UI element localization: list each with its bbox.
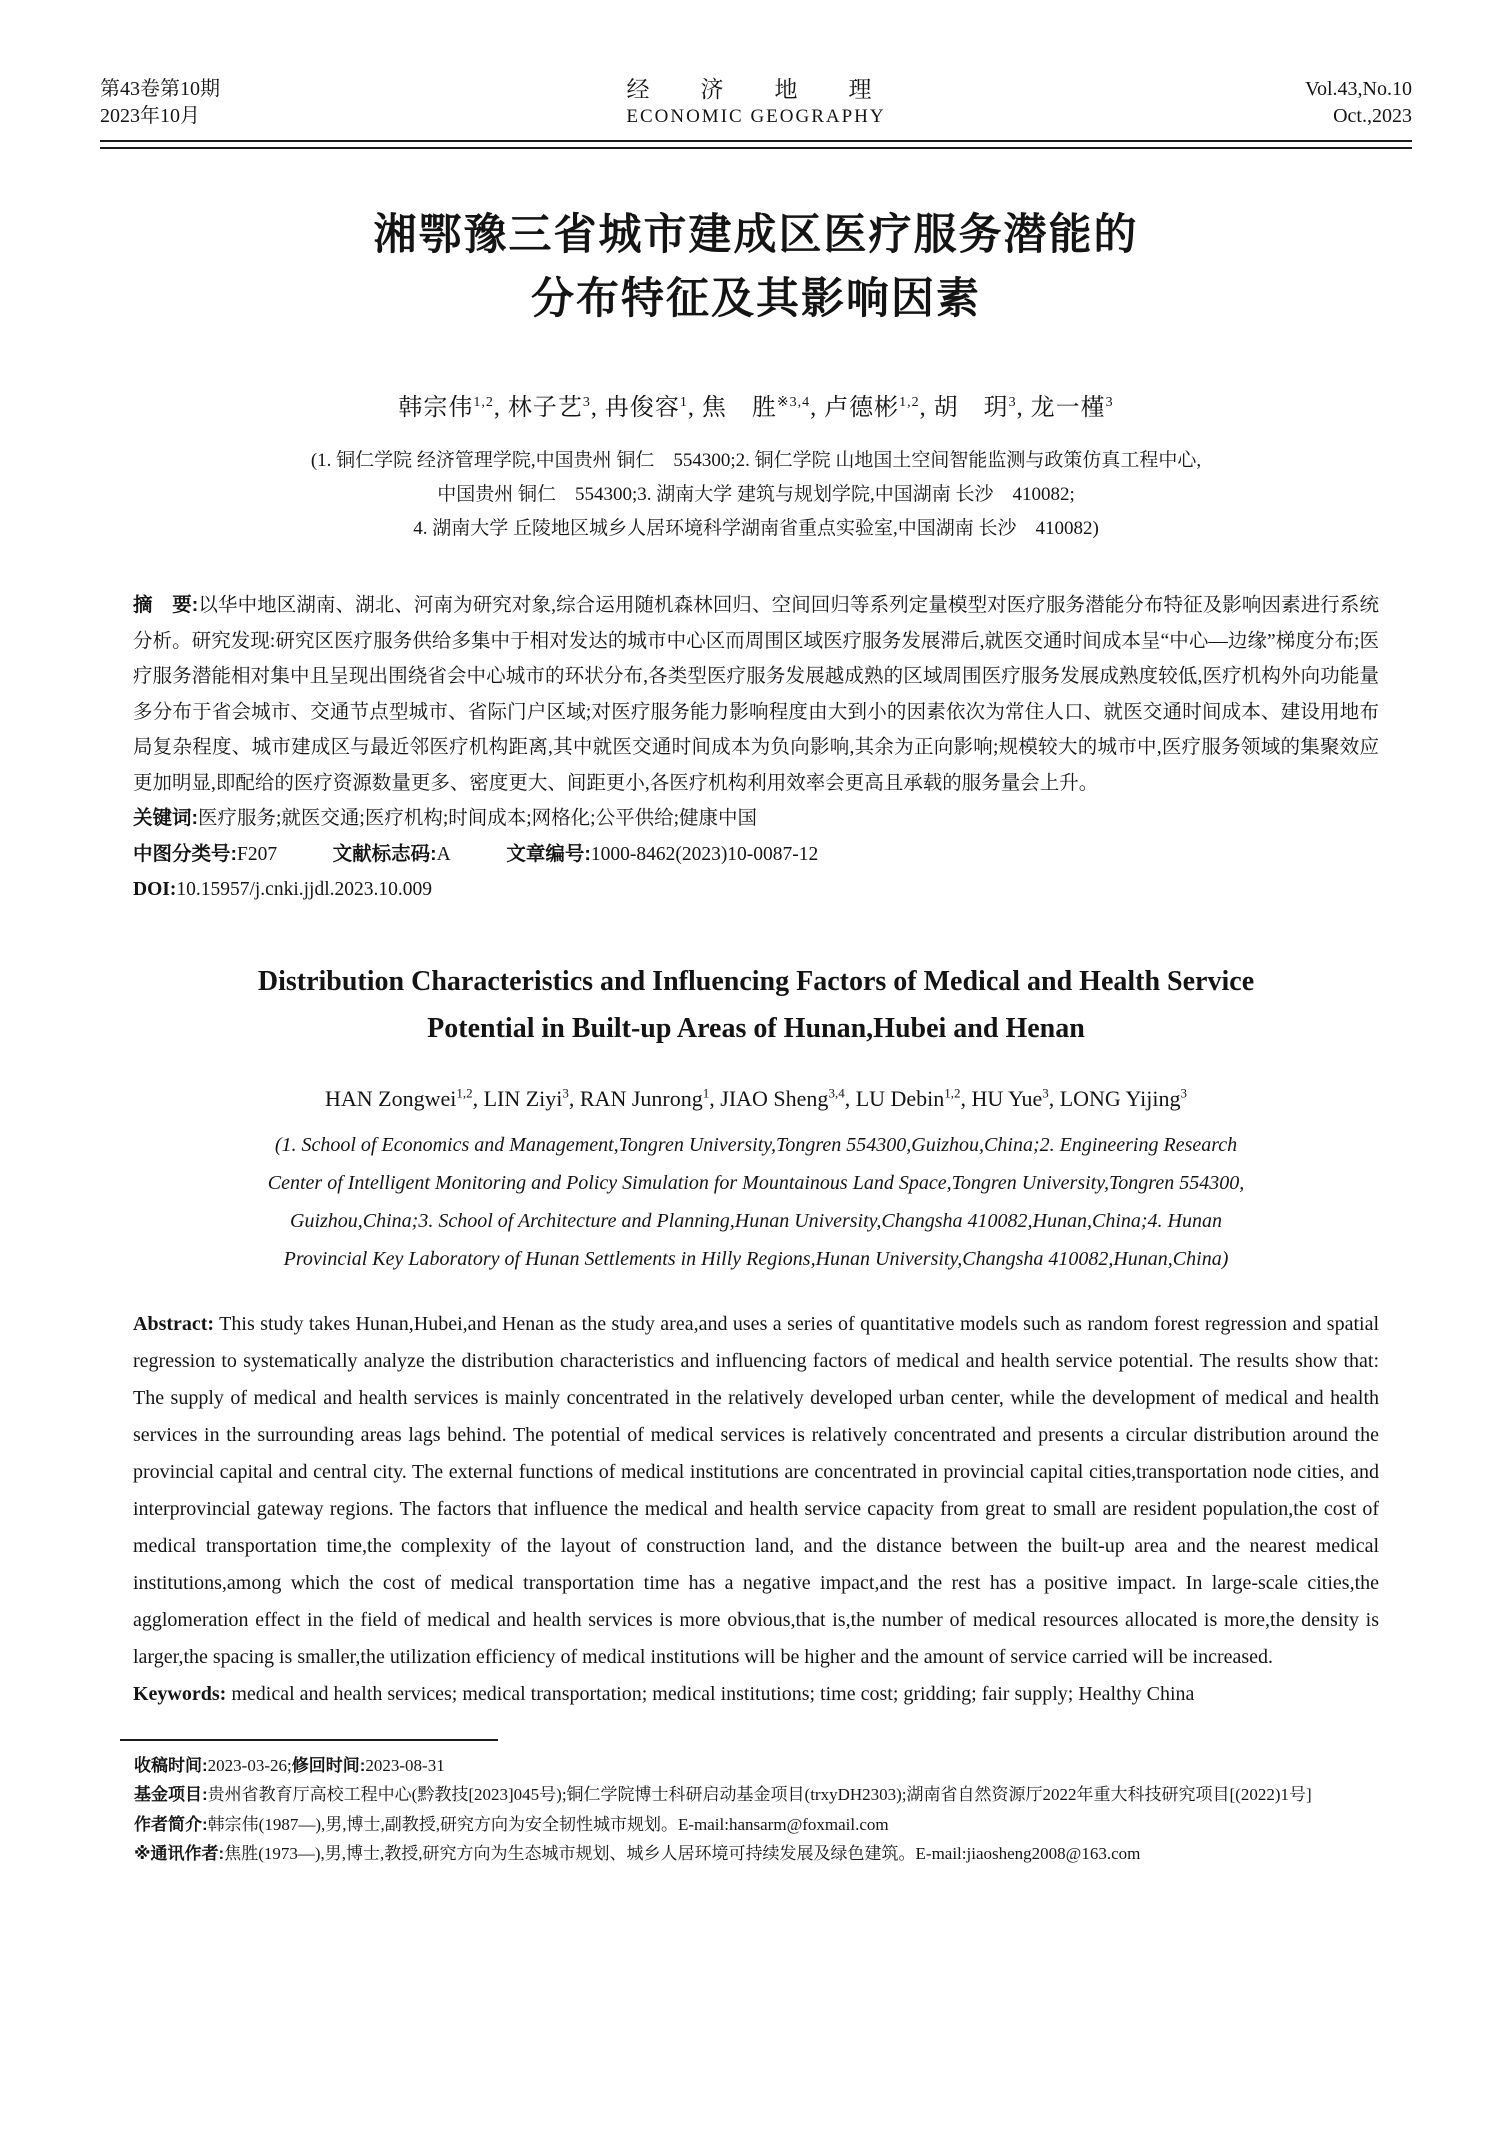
keywords-label-en: Keywords: <box>133 1682 227 1705</box>
doi-line <box>133 872 1379 908</box>
author-superscript: 3 <box>1008 395 1017 410</box>
author-cn <box>605 395 695 421</box>
author-name: JIAO Sheng <box>720 1085 829 1111</box>
author-name: LONG Yijing <box>1059 1085 1181 1111</box>
author-separator: , <box>1016 395 1024 421</box>
affiliation-en-line: Center of Intelligent Monitoring and Policy Simulation for Mountainous Land Space,Tongren University,Tongren 554300, <box>267 1171 1245 1194</box>
authors-en <box>100 1086 1412 1112</box>
author-superscript: 3 <box>1180 1085 1188 1101</box>
affiliation-cn-line: 4. 湖南大学 丘陵地区城乡人居环境科学湖南省重点实验室,中国湖南 长沙 410082) <box>413 518 1099 539</box>
bio-label: 作者简介: <box>134 1814 208 1834</box>
author-name: 龙一槿 <box>1030 395 1106 421</box>
author-superscript: 1,2 <box>899 395 920 410</box>
footnote-block <box>100 1739 1412 1869</box>
author-en <box>1060 1086 1187 1111</box>
journal-name-block <box>400 76 1112 130</box>
author-en <box>580 1086 715 1111</box>
author-en <box>720 1086 850 1111</box>
abstract-label-en: Abstract: <box>133 1312 215 1335</box>
author-en <box>325 1086 478 1111</box>
author-en <box>972 1086 1055 1111</box>
paper-title-en-line1: Distribution Characteristics and Influencing Factors of Medical and Health Service <box>257 965 1255 997</box>
journal-date-en: Oct.,2023 <box>1333 105 1412 127</box>
article-no-value: 1000-8462(2023)10-0087-12 <box>590 843 819 865</box>
author-separator: , <box>590 395 598 421</box>
author-name: LIN Ziyi <box>483 1085 563 1111</box>
author-superscript: 3 <box>1042 1085 1049 1101</box>
received-label: 收稿时间: <box>134 1755 208 1775</box>
affiliation-en-line: Provincial Key Laboratory of Hunan Settlements in Hilly Regions,Hunan University,Changsha 410082,Hunan,China) <box>283 1247 1229 1270</box>
author-cn <box>824 395 927 421</box>
author-cn <box>702 395 817 421</box>
doc-code-label: 文献标志码: <box>332 842 437 865</box>
footnote-corresponding <box>100 1839 1412 1869</box>
keywords-en <box>133 1676 1379 1713</box>
article-no-label: 文章编号: <box>506 842 591 865</box>
revised-value: 2023-08-31 <box>365 1755 445 1775</box>
journal-vol-en: Vol.43,No.10 <box>1305 78 1412 100</box>
author-separator: , <box>568 1085 575 1111</box>
article-no-group <box>506 844 818 865</box>
author-separator: , <box>960 1085 967 1111</box>
author-superscript: 3,4 <box>828 1085 845 1101</box>
fund-value: 贵州省教育厅高校工程中心(黔教技[2023]045号);铜仁学院博士科研启动基金项目(trxyDH2303);湖南省自然资源厅2022年重大科技研究项目[(2022)1号] <box>207 1785 1312 1805</box>
footnote-fund <box>100 1780 1412 1810</box>
affiliations-cn <box>100 444 1412 546</box>
corresponding-value: 焦胜(1973—),男,博士,教授,研究方向为生态城市规划、城乡人居环境可持续发展及绿色建筑。E-mail:jiaosheng2008@163.com <box>224 1844 1141 1864</box>
author-superscript: 3 <box>1105 395 1114 410</box>
author-cn <box>1031 395 1114 421</box>
authors-cn <box>100 387 1412 422</box>
author-separator: , <box>687 395 695 421</box>
abstract-text-cn: 以华中地区湖南、湖北、河南为研究对象,综合运用随机森林回归、空间回归等系列定量模型对医疗服务潜能分布特征及影响因素进行系统分析。研究发现:研究区医疗服务供给多集中于相对发达的城市中心区而周围区域医疗服务发展滞后,就医交通时间成本呈“中心—边缘”梯度分布;医疗服务潜能相对集中且呈现出围绕省会中心城市的环状分布,各类型医疗服务发展越成熟的区域周围医疗服务发展成熟度较低,医疗机构外向功能量多分布于省会城市、交通节点型城市、省际门户区域;对医疗服务能力影响程度由大到小的因素依次为常住人口、就医交通时间成本、建设用地布局复杂程度、城市建成区与最近邻医疗机构距离,其中就医交通时间成本为负向影响,其余为正向影响;规模较大的城市中,医疗服务领域的集聚效应更加明显,即配给的医疗资源数量更多、密度更大、间距更小,各医疗机构利用效率会更高且承载的服务量会上升。 <box>133 595 1379 794</box>
corresponding-label: ※通讯作者: <box>134 1844 225 1864</box>
author-name: RAN Junrong <box>579 1085 703 1111</box>
author-separator: , <box>919 395 927 421</box>
journal-header <box>100 76 1412 130</box>
author-en <box>484 1086 575 1111</box>
author-name: 冉俊容 <box>604 395 680 421</box>
abstract-cn <box>133 588 1379 801</box>
affiliation-en-line: Guizhou,China;3. School of Architecture and Planning,Hunan University,Changsha 410082,Hunan,China;4. Hunan <box>290 1209 1222 1232</box>
author-superscript: 3 <box>582 395 591 410</box>
doi-label: DOI: <box>133 879 177 900</box>
author-cn <box>508 395 598 421</box>
revised-label: 修回时间: <box>291 1755 366 1775</box>
affiliation-en-line: (1. School of Economics and Management,Tongren University,Tongren 554300,Guizhou,China;2. Engineering Research <box>274 1133 1238 1156</box>
author-name: 韩宗伟 <box>398 395 474 421</box>
journal-name-cn: 经 济 地 理 <box>626 77 886 102</box>
author-superscript: 1,2 <box>473 395 494 410</box>
affiliation-cn-line: (1. 铜仁学院 经济管理学院,中国贵州 铜仁 554300;2. 铜仁学院 山地国土空间智能监测与政策仿真工程中心, <box>310 450 1202 471</box>
journal-issue-cn: 第43卷第10期 <box>100 78 220 100</box>
author-name: 胡 玥 <box>933 395 1009 421</box>
author-name: 林子艺 <box>507 395 583 421</box>
doc-code-value: A <box>436 843 451 865</box>
author-superscript: 1,2 <box>456 1085 473 1101</box>
keywords-text-cn: 医疗服务;就医交通;医疗机构;时间成本;网格化;公平供给;健康中国 <box>198 808 758 829</box>
clc-label: 中图分类号: <box>133 842 237 865</box>
author-cn <box>934 395 1024 421</box>
paper-title-en <box>100 958 1412 1052</box>
author-separator: , <box>844 1085 851 1111</box>
journal-name-en: ECONOMIC GEOGRAPHY <box>626 106 886 127</box>
affiliation-cn-line: 中国贵州 铜仁 554300;3. 湖南大学 建筑与规划学院,中国湖南 长沙 410082; <box>437 484 1075 505</box>
doc-code-group <box>333 844 451 865</box>
footnote-received <box>100 1751 1412 1781</box>
journal-date-cn: 2023年10月 <box>100 105 200 127</box>
journal-vol-block <box>1112 76 1412 130</box>
author-separator: , <box>1048 1085 1055 1111</box>
keywords-label-cn: 关键词: <box>133 807 198 829</box>
paper-title-cn-line2: 分布特征及其影响因素 <box>531 275 981 323</box>
author-superscript: 1,2 <box>944 1085 961 1101</box>
paper-title-cn-line1: 湘鄂豫三省城市建成区医疗服务潜能的 <box>373 211 1139 259</box>
author-superscript: ※3,4 <box>776 395 811 410</box>
abstract-label-cn: 摘 要: <box>133 594 199 616</box>
author-name: LU Debin <box>855 1085 945 1111</box>
journal-issue-block <box>100 76 400 130</box>
doi-value: 10.15957/j.cnki.jjdl.2023.10.009 <box>176 879 433 900</box>
author-separator: , <box>709 1085 715 1111</box>
clc-group <box>133 844 277 865</box>
paper-title-cn <box>100 203 1412 331</box>
author-superscript: 1 <box>702 1085 710 1101</box>
affiliations-en <box>100 1126 1412 1278</box>
received-value: 2023-03-26; <box>207 1755 292 1775</box>
author-name: HU Yue <box>971 1085 1043 1111</box>
fund-label: 基金项目: <box>134 1785 208 1805</box>
author-separator: , <box>810 395 818 421</box>
abstract-block-en <box>133 1306 1379 1713</box>
author-en <box>856 1086 966 1111</box>
keywords-cn <box>133 801 1379 837</box>
header-divider <box>100 140 1412 149</box>
meta-line <box>133 837 1379 873</box>
author-name: HAN Zongwei <box>324 1085 457 1111</box>
abstract-en <box>133 1306 1379 1676</box>
author-separator: , <box>472 1085 479 1111</box>
clc-value: F207 <box>237 843 278 865</box>
author-superscript: 1 <box>679 395 688 410</box>
keywords-text-en: medical and health services; medical transportation; medical institutions; time cost; gridding; fair supply; Healthy China <box>231 1682 1195 1705</box>
author-cn <box>398 395 501 421</box>
author-separator: , <box>493 395 501 421</box>
author-name: 卢德彬 <box>824 395 900 421</box>
author-name: 焦 胜 <box>701 395 777 421</box>
abstract-text-en: This study takes Hunan,Hubei,and Henan as the study area,and uses a series of quantitative models such as random forest regression and spatial regression to systematically analyze the distribution characteristics and influencing factors of medical and health service potential. The results show that: The supply of medical and health services is mainly concentrated in the relatively developed urban center, while the development of medical and health services in the surrounding areas lags behind. The potential of medical services is relatively concentrated and presents a circular distribution around the provincial capital and central city. The external functions of medical institutions are concentrated in provincial capital cities,transportation node cities, and interprovincial gateway regions. The factors that influence the medical and health service capacity from great to small are resident population,the cost of medical transportation time,the complexity of the layout of construction land, and the distance between the built-up area and the nearest medical institutions,among which the cost of medical transportation time has a negative impact,and the rest has a positive impact. In large-scale cities,the agglomeration effect in the field of medical and health services is more obvious,that is,the number of medical resources allocated is more,the density is larger,the spacing is smaller,the utilization efficiency of medical institutions will be higher and the amount of service carried will be increased. <box>133 1312 1379 1668</box>
footnote-bio <box>100 1810 1412 1840</box>
bio-value: 韩宗伟(1987—),男,博士,副教授,研究方向为安全韧性城市规划。E-mail:hansarm@foxmail.com <box>207 1814 889 1834</box>
abstract-block-cn <box>133 588 1379 908</box>
paper-title-en-line2: Potential in Built-up Areas of Hunan,Hubei and Henan <box>427 1012 1085 1044</box>
footnote-divider <box>120 1739 498 1741</box>
author-superscript: 3 <box>562 1085 569 1101</box>
